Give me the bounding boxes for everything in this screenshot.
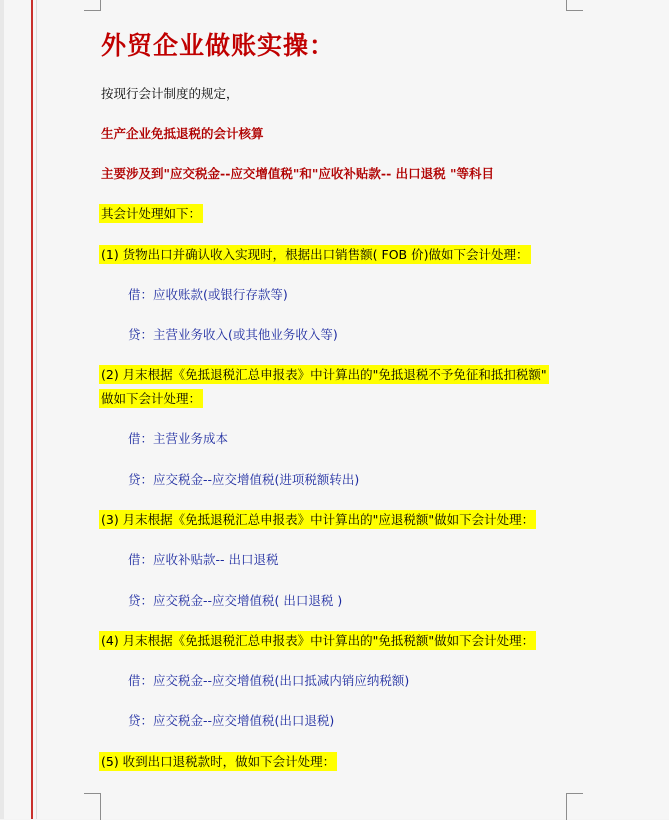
list-item: [99, 631, 536, 651]
item-2-credit: 贷：应交税金--应交增值税(进项税额转出): [128, 472, 360, 487]
item-2-text-line2: 做如下会计处理：: [101, 391, 202, 406]
item-2-text-line1: (2) 月末根据《免抵退税汇总申报表》中计算出的"免抵退税不予免征和抵扣税额": [101, 367, 547, 382]
intro-text: 按现行会计制度的规定，: [101, 86, 239, 101]
list-item: [99, 510, 536, 530]
item-1-debit: 借：应收账款(或银行存款等): [128, 287, 288, 302]
item-1-text: (1) 货物出口并确认收入实现时，根据出口销售额( FOB 价)做如下会计处理：: [101, 247, 529, 262]
treatment-label-text: 其会计处理如下：: [101, 206, 202, 221]
list-item-continuation: [99, 389, 203, 409]
heading-2: 主要涉及到"应交税金--应交增值税"和"应收补贴款-- 出口退税 "等科目: [101, 166, 495, 181]
list-item: [99, 245, 531, 265]
item-2-debit: 借：主营业务成本: [128, 431, 229, 446]
item-3-text: (3) 月末根据《免抵退税汇总申报表》中计算出的"应退税额"做如下会计处理：: [101, 512, 535, 527]
treatment-label: [99, 204, 203, 224]
item-3-credit: 贷：应交税金--应交增值税( 出口退税 ): [128, 593, 343, 608]
heading-1: 生产企业免抵退税的会计核算: [101, 126, 264, 141]
list-item: [99, 365, 549, 385]
item-3-debit: 借：应收补贴款-- 出口退税: [128, 552, 279, 567]
item-4-debit: 借：应交税金--应交增值税(出口抵减内销应纳税额): [128, 673, 410, 688]
item-4-text: (4) 月末根据《免抵退税汇总申报表》中计算出的"免抵税额"做如下会计处理：: [101, 633, 535, 648]
item-4-credit: 贷：应交税金--应交增值税(出口退税): [128, 713, 335, 728]
item-5-text: (5) 收到出口退税款时，做如下会计处理：: [101, 754, 336, 769]
document-title: 外贸企业做账实操：: [101, 31, 336, 60]
list-item: [99, 752, 337, 772]
item-1-credit: 贷：主营业务收入(或其他业务收入等): [128, 327, 338, 342]
